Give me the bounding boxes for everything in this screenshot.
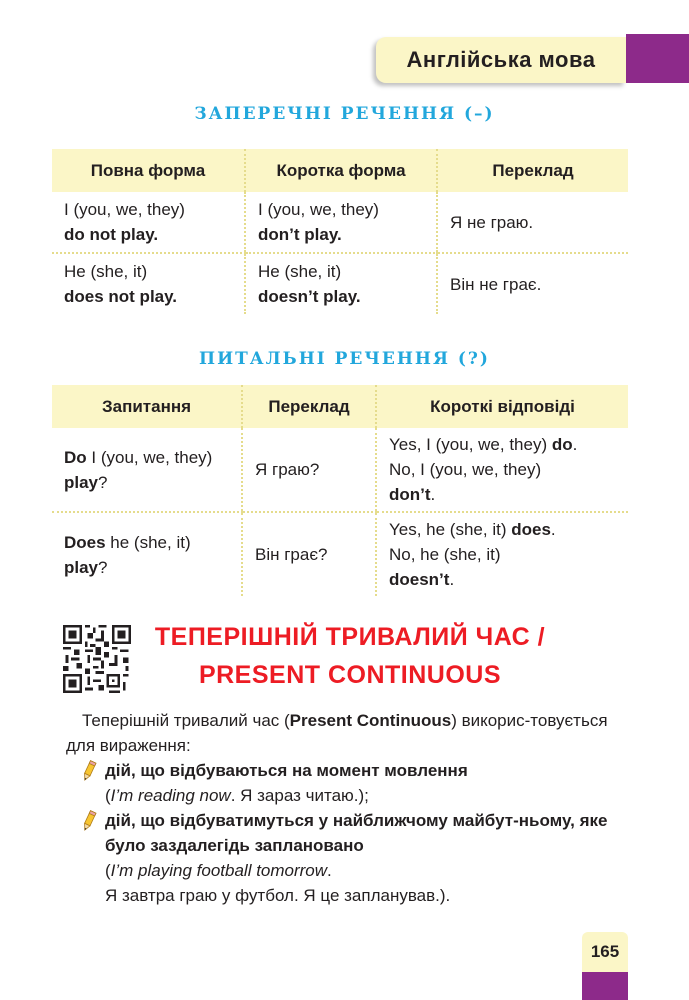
cell-bold-text: does	[511, 520, 551, 539]
cell-bold-text: don’t play.	[258, 225, 342, 244]
paragraph-text: Теперішній тривалий час (	[82, 711, 290, 730]
page-number: 165	[590, 942, 620, 961]
list-item-text: (	[105, 861, 111, 880]
table-cell: Я не граю.	[437, 192, 628, 253]
table-header-row	[52, 385, 628, 428]
example-italic-text: I’m reading now	[110, 786, 231, 805]
cell-bold-text: Do	[64, 447, 87, 467]
qr-code-icon[interactable]	[63, 625, 131, 693]
pencil-icon	[80, 760, 98, 782]
table-cell	[245, 192, 437, 253]
cell-text: No, he (she, it)	[389, 545, 501, 564]
table-cell	[52, 428, 242, 512]
list-item-bold-text: дій, що відбуваються на момент мовлення	[105, 761, 468, 780]
paragraph-text: ) викорис-товується для вираження:	[66, 711, 608, 755]
cell-text: he (she, it)	[105, 532, 191, 552]
cell-text: .	[550, 520, 556, 539]
example-italic-text: I’m playing football tomorrow	[110, 861, 328, 880]
column-header: Переклад	[437, 149, 628, 192]
table-row	[52, 253, 628, 314]
list-item-text: . Я зараз читаю.);	[230, 786, 369, 805]
column-header: Короткі відповіді	[376, 385, 628, 428]
cell-text: .	[449, 570, 455, 589]
column-header: Запитання	[52, 385, 242, 428]
cell-bold-text: do	[551, 435, 573, 454]
negative-table	[52, 149, 628, 314]
list-item-bold-text: дій, що відбуватимуться у найближчому майбут-ньому, яке було заздалегідь заплановано	[105, 811, 608, 855]
table-header-row	[52, 149, 628, 192]
cell-text: I (you, we, they)	[86, 447, 213, 467]
list-item-text: .	[327, 861, 332, 880]
subject-title: Англійська мова	[406, 47, 596, 72]
list-item-content	[105, 758, 625, 808]
cell-text: He (she, it)	[258, 262, 342, 281]
cell-bold-text: don’t	[389, 485, 431, 504]
cell-bold-text: Does	[64, 532, 106, 552]
table-cell: Я граю?	[242, 428, 376, 512]
page-accent-bar	[582, 972, 628, 1000]
table-cell	[52, 512, 242, 596]
questions-table	[52, 385, 628, 596]
table-cell: Він грає?	[242, 512, 376, 596]
page-number-box	[582, 932, 628, 972]
cell-text: Yes, he (she, it)	[389, 520, 512, 539]
cell-bold-text: do not play.	[64, 225, 159, 244]
cell-bold-text: play	[64, 472, 99, 492]
title-line: ТЕПЕРІШНІЙ ТРИВАЛИЙ ЧАС /	[154, 623, 546, 651]
intro-paragraph	[66, 708, 626, 758]
table-cell	[52, 253, 245, 314]
questions-section-title: ПИТАЛЬНІ РЕЧЕННЯ (?)	[199, 349, 490, 369]
cell-text: Yes, I (you, we, they)	[389, 435, 552, 454]
cell-text: ?	[98, 472, 108, 492]
title-line: PRESENT CONTINUOUS	[198, 661, 502, 689]
cell-text: I (you, we, they)	[258, 200, 379, 219]
column-header: Коротка форма	[245, 149, 437, 192]
cell-text: I (you, we, they)	[64, 200, 185, 219]
table-cell	[245, 253, 437, 314]
cell-text: ?	[98, 557, 108, 577]
column-header: Переклад	[242, 385, 376, 428]
list-item-text: Я завтра граю у футбол. Я це запланував.).	[105, 886, 451, 905]
list-item-content	[105, 808, 610, 908]
negative-section-title: ЗАПЕРЕЧНІ РЕЧЕННЯ (–)	[194, 104, 495, 124]
table-cell	[376, 512, 628, 596]
cell-text: .	[572, 435, 578, 454]
cell-bold-text: doesn’t play.	[258, 287, 361, 306]
present-continuous-title	[140, 618, 560, 694]
cell-bold-text: play	[64, 557, 99, 577]
cell-text: No, I (you, we, they)	[389, 460, 542, 479]
cell-bold-text: doesn’t	[389, 570, 450, 589]
subject-tab	[376, 37, 626, 83]
cell-text: .	[430, 485, 436, 504]
cell-text: He (she, it)	[64, 262, 148, 281]
column-header: Повна форма	[52, 149, 245, 192]
cell-bold-text: does not play.	[64, 287, 178, 306]
table-row	[52, 512, 628, 596]
pencil-icon	[80, 810, 98, 832]
paragraph-bold-text: Present Continuous	[289, 711, 452, 730]
table-cell	[376, 428, 628, 512]
table-row	[52, 192, 628, 253]
subject-accent-bar	[626, 34, 689, 83]
table-cell	[52, 192, 245, 253]
list-item-text: (	[105, 786, 111, 805]
table-cell: Він не грає.	[437, 253, 628, 314]
table-row	[52, 428, 628, 512]
